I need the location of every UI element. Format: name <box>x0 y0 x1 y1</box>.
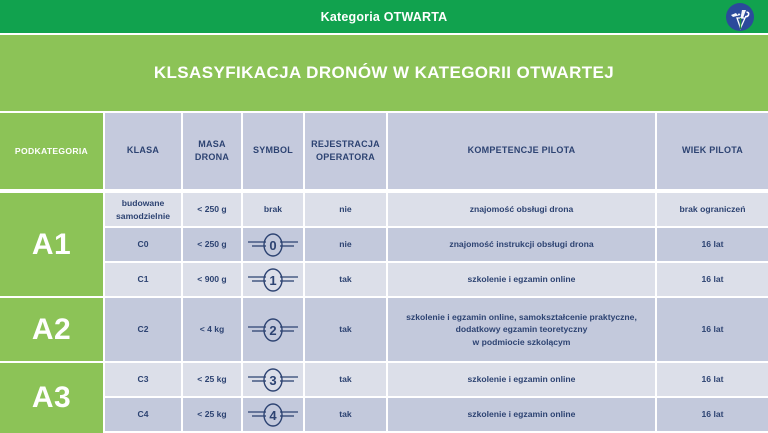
cell-klasa-line1: budowane <box>121 198 165 209</box>
table-row <box>0 298 768 363</box>
header-rejestracja-line1: REJESTRACJA <box>311 138 380 149</box>
class-symbol-number: 0 <box>269 237 277 253</box>
cell-kompetencje: szkolenie i egzamin online <box>388 363 657 398</box>
header-masa-drona <box>183 113 243 191</box>
class-symbol-number: 4 <box>269 407 277 423</box>
subcategory-a3: A3 <box>0 363 105 433</box>
class-symbol-number: 2 <box>269 322 277 338</box>
class-symbol-c1-icon <box>246 267 300 293</box>
cell-kompetencje: znajomość obsługi drona <box>388 193 657 228</box>
header-rejestracja-line2: OPERATORA <box>316 152 375 162</box>
header-masa-line2: DRONA <box>194 152 230 162</box>
cell-symbol <box>243 298 305 363</box>
cell-klasa: C0 <box>105 228 183 263</box>
header-kompetencje-pilota: KOMPETENCJE PILOTA <box>388 113 657 191</box>
table-row <box>0 398 768 433</box>
cell-wiek: 16 lat <box>657 228 768 263</box>
class-symbol-number: 1 <box>269 272 277 288</box>
cell-rejestracja: tak <box>305 263 388 298</box>
cell-masa: < 4 kg <box>183 298 243 363</box>
cell-rejestracja: nie <box>305 228 388 263</box>
cell-klasa-line2: samodzielnie <box>116 210 170 221</box>
cell-klasa: C1 <box>105 263 183 298</box>
cell-masa: < 250 g <box>183 228 243 263</box>
cell-symbol <box>243 398 305 433</box>
cell-wiek: brak ograniczeń <box>657 193 768 228</box>
cell-kompetencje: szkolenie i egzamin online <box>388 263 657 298</box>
cell-symbol <box>243 228 305 263</box>
table-row <box>0 193 768 228</box>
cell-wiek: 16 lat <box>657 298 768 363</box>
cell-wiek: 16 lat <box>657 398 768 433</box>
header-masa-line1: MASA <box>198 138 226 149</box>
cell-symbol <box>243 263 305 298</box>
cell-kompetencje <box>388 298 657 363</box>
top-banner <box>0 0 768 33</box>
cell-masa: < 25 kg <box>183 363 243 398</box>
cell-rejestracja: nie <box>305 193 388 228</box>
cell-klasa <box>105 193 183 228</box>
ulc-logo-icon <box>720 2 760 32</box>
banner-title: Kategoria OTWARTA <box>320 9 448 24</box>
header-symbol: SYMBOL <box>243 113 305 191</box>
cell-rejestracja: tak <box>305 298 388 363</box>
header-klasa: KLASA <box>105 113 183 191</box>
class-symbol-c3-icon <box>246 367 300 393</box>
cell-masa: < 25 kg <box>183 398 243 433</box>
page-title: KLSASYFIKACJA DRONÓW W KATEGORII OTWARTEJ <box>153 63 615 82</box>
cell-symbol: brak <box>243 193 305 228</box>
class-symbol-c0-icon <box>246 232 300 258</box>
cell-symbol <box>243 363 305 398</box>
table-row <box>0 228 768 263</box>
cell-masa: < 900 g <box>183 263 243 298</box>
table-row <box>0 263 768 298</box>
cell-klasa: C2 <box>105 298 183 363</box>
cell-kompetencje-line2: dodatkowy egzamin teoretyczny <box>455 324 588 335</box>
header-rejestracja-operatora <box>305 113 388 191</box>
cell-kompetencje: szkolenie i egzamin online <box>388 398 657 433</box>
title-band <box>0 35 768 111</box>
classification-table <box>0 113 768 433</box>
header-subcategory: PODKATEGORIA <box>0 113 105 191</box>
cell-wiek: 16 lat <box>657 263 768 298</box>
table-row <box>0 363 768 398</box>
header-wiek-pilota: WIEK PILOTA <box>657 113 768 191</box>
cell-kompetencje-line1: szkolenie i egzamin online, samokształcenie praktyczne, <box>406 311 637 322</box>
cell-wiek: 16 lat <box>657 363 768 398</box>
table-header-row <box>0 113 768 191</box>
cell-rejestracja: tak <box>305 363 388 398</box>
cell-kompetencje-line3: w podmiocie szkolącym <box>472 336 571 347</box>
class-symbol-number: 3 <box>269 372 277 388</box>
cell-masa: < 250 g <box>183 193 243 228</box>
cell-rejestracja: tak <box>305 398 388 433</box>
class-symbol-c2-icon <box>246 317 300 343</box>
subcategory-a1: A1 <box>0 193 105 298</box>
cell-klasa: C3 <box>105 363 183 398</box>
cell-kompetencje: znajomość instrukcji obsługi drona <box>388 228 657 263</box>
class-symbol-c4-icon <box>246 402 300 428</box>
cell-klasa: C4 <box>105 398 183 433</box>
subcategory-a2: A2 <box>0 298 105 363</box>
